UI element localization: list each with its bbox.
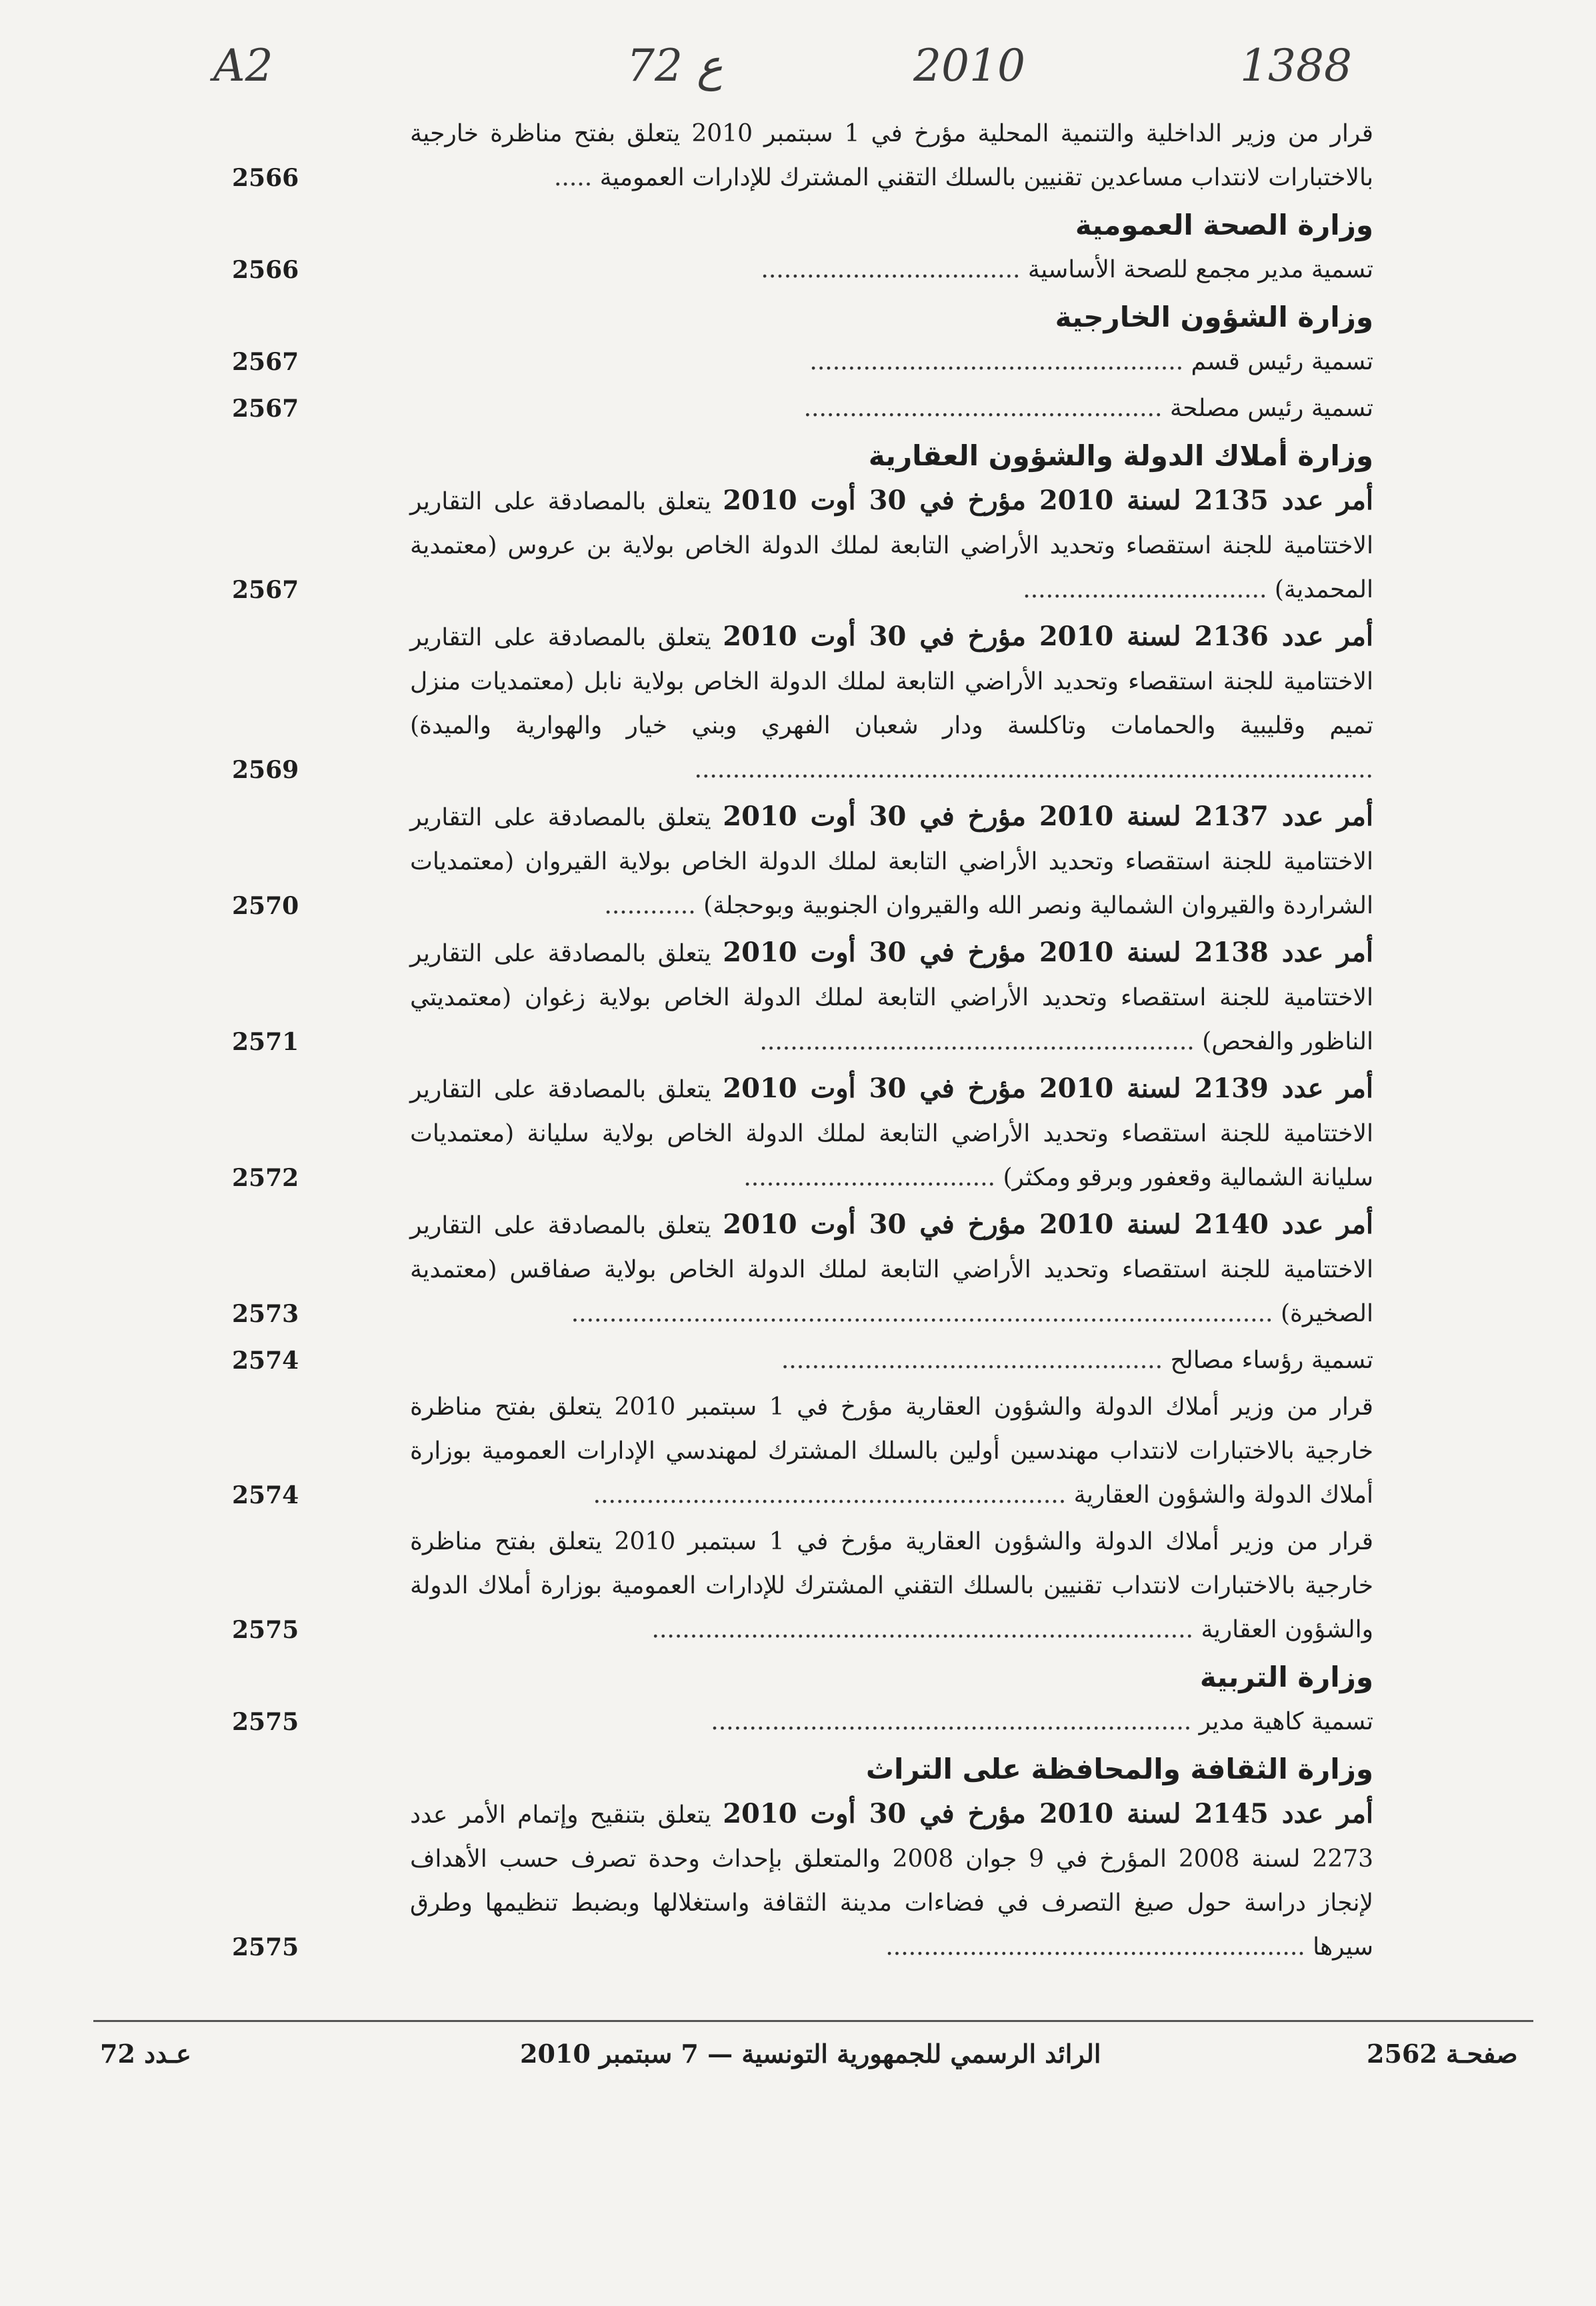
toc-entry-text-part: يتعلق بالمصادقة على التقارير الاختتامية للجنة استقصاء وتحديد الأراضي التابعة لملك الدولة الخاص بولاية صفاقس (معتمدية الصخيرة) xyxy=(410,1212,1373,1327)
toc-entry-text-part: تسمية رئيس قسم xyxy=(1191,348,1373,375)
toc-entry-page-number: 2567 xyxy=(232,395,299,423)
toc-dot-leader: ..... xyxy=(553,164,600,191)
toc-entry-text-part: مؤرخ في xyxy=(906,621,1039,652)
toc-entry-text-part: 2139 xyxy=(1194,1073,1269,1104)
toc-entry-text-part: أمر عدد xyxy=(1268,621,1374,652)
toc-entry xyxy=(227,479,1373,612)
toc-entry-text-part: يتعلق بتنقيح وإتمام الأمر عدد 2273 لسنة 2008 المؤرخ في 9 جوان 2008 والمتعلق بإحداث وحدة تصرف حسب الأهداف لإنجاز دراسة حول صيغ التصرف في فضاءات مدينة الثقافة واستغلالها وبضبط تنظيمها وطرق سيرها xyxy=(410,1801,1373,1961)
toc-entry xyxy=(227,1067,1373,1200)
toc-entry-page-number: 2571 xyxy=(232,1028,299,1056)
toc-entry-text-part: 2135 xyxy=(1194,485,1269,516)
toc-entry-text-part: أمر عدد xyxy=(1268,1798,1373,1829)
toc-entry-text xyxy=(410,1203,1373,1336)
toc-entry-text-part: 2137 xyxy=(1194,801,1269,832)
toc-entry-text xyxy=(410,1067,1373,1200)
toc-entry-text-part: أوت xyxy=(797,1209,869,1240)
toc-entry-text-part: 2010 xyxy=(723,801,797,832)
handwritten-note-number: 1388 xyxy=(1240,40,1352,91)
footer-divider xyxy=(93,2020,1533,2022)
toc-dot-leader: .................................. xyxy=(761,256,1028,283)
toc-entry xyxy=(227,1700,1373,1744)
toc-entry-text-part: تسمية رئيس مصلحة xyxy=(1169,395,1373,422)
toc-entry-text xyxy=(410,1792,1373,1969)
toc-entry-text-part: أمر عدد xyxy=(1268,801,1374,832)
toc-entry-text-part: تسمية كاهية مدير xyxy=(1199,1708,1373,1735)
toc-entry-text-part: 2010 xyxy=(723,621,797,652)
toc-dot-leader: ............................................... xyxy=(803,395,1170,422)
toc-entry-text-part: 30 xyxy=(869,1073,907,1104)
toc-dot-leader: ............................................................... xyxy=(711,1708,1199,1735)
toc-dot-leader: .................................................. xyxy=(781,1347,1171,1374)
toc-entry-text-part: تسمية مدير مجمع للصحة الأساسية xyxy=(1027,256,1373,283)
toc-entry-text-part: لسنة xyxy=(1113,1073,1195,1104)
toc-entry-text-part: 2136 xyxy=(1194,621,1269,652)
toc-entry-text-part: 30 xyxy=(869,485,907,516)
toc-entry xyxy=(227,112,1373,200)
toc-entry-text-part: لسنة xyxy=(1113,485,1195,516)
footer-page-number: صفحـة 2562 xyxy=(1367,2039,1518,2069)
toc-entry-text xyxy=(410,248,1373,292)
toc-entry-text-part: مؤرخ في xyxy=(906,801,1039,832)
toc-dot-leader: ....................................................... xyxy=(885,1933,1313,1961)
toc-entry-page-number: 2566 xyxy=(232,164,299,192)
toc-entry-text-part: 30 xyxy=(869,937,907,968)
toc-entry-page-number: 2567 xyxy=(232,348,299,376)
footer-issue-number: عـدد 72 xyxy=(100,2039,191,2069)
toc-entry xyxy=(227,931,1373,1064)
toc-entry-text xyxy=(410,340,1373,384)
toc-entry-text-part: أوت xyxy=(797,621,869,652)
toc-entry-page-number: 2575 xyxy=(232,1708,299,1736)
toc-entry-text-part: 2145 xyxy=(1194,1798,1269,1829)
toc-entry-text xyxy=(410,112,1373,200)
toc-entry-text-part: يتعلق بالمصادقة على التقارير الاختتامية للجنة استقصاء وتحديد الأراضي التابعة لملك الدولة الخاص بولاية زغوان (معتمديتي الناظور والفحص) xyxy=(410,940,1373,1055)
toc-dot-leader: ......................................................... xyxy=(759,1028,1203,1055)
toc-entry xyxy=(227,1385,1373,1517)
handwritten-note-left: A2 xyxy=(213,40,273,91)
toc-entry-text-part: أمر عدد xyxy=(1268,485,1374,516)
toc-entry-text-part: أوت xyxy=(797,937,869,968)
toc-entry-text-part: أمر عدد xyxy=(1268,1073,1374,1104)
toc-entry-text-part: 2010 xyxy=(1039,801,1114,832)
toc-entry xyxy=(227,1520,1373,1652)
toc-dot-leader: ................................................. xyxy=(809,348,1191,375)
toc-entry-text-part: لسنة xyxy=(1113,801,1195,832)
toc-entry-text-part: 2010 xyxy=(1039,485,1114,516)
toc-entry-text-part: 2010 xyxy=(723,485,797,516)
ministry-heading: وزارة الشؤون الخارجية xyxy=(1055,301,1373,333)
toc-entry-text-part: قرار من وزير أملاك الدولة والشؤون العقارية مؤرخ في 1 سبتمبر 2010 يتعلق بفتح مناظرة خارجية بالاختبارات لانتداب تقنيين بالسلك التقني المشترك للإدارات العمومية بوزارة أملاك الدولة والشؤون العقارية xyxy=(410,1528,1373,1643)
toc-entry-text-part: مؤرخ في xyxy=(906,1798,1039,1829)
toc-entry-page-number: 2566 xyxy=(232,256,299,284)
toc-entry-text-part: 2140 xyxy=(1194,1209,1269,1240)
toc-entry-text-part: 2138 xyxy=(1194,937,1269,968)
toc-entry-text xyxy=(410,1339,1373,1383)
toc-entry xyxy=(227,615,1373,792)
toc-entry-text xyxy=(410,1700,1373,1744)
toc-entry-text-part: 2010 xyxy=(723,1798,797,1829)
toc-entry xyxy=(227,248,1373,292)
toc-entry-text-part: 30 xyxy=(869,801,907,832)
toc-entry xyxy=(227,795,1373,928)
toc-entry-text-part: أوت xyxy=(797,1073,869,1104)
toc-entry-text xyxy=(410,1520,1373,1652)
toc-entry-text-part: 30 xyxy=(869,1798,907,1829)
toc-entry-text-part: أمر عدد xyxy=(1268,937,1374,968)
toc-entry-text-part: تسمية رؤساء مصالح xyxy=(1170,1347,1373,1374)
toc-entry-text-part: 2010 xyxy=(1039,1798,1114,1829)
toc-entry-text-part: أوت xyxy=(797,1798,869,1829)
toc-entry-text xyxy=(410,1385,1373,1517)
toc-entry-text-part: مؤرخ في xyxy=(906,1073,1039,1104)
toc-entry-page-number: 2574 xyxy=(232,1481,299,1509)
toc-entry-text xyxy=(410,387,1373,431)
toc-entry-text-part: 30 xyxy=(869,621,907,652)
toc-entry-page-number: 2575 xyxy=(232,1933,299,1961)
toc-entry-text-part: لسنة xyxy=(1113,621,1195,652)
ministry-heading: وزارة التربية xyxy=(1199,1661,1373,1693)
toc-entry-text-part: 2010 xyxy=(723,1073,797,1104)
toc-entry-page-number: 2573 xyxy=(232,1300,299,1328)
toc-dot-leader: ............ xyxy=(604,892,704,919)
toc-entry-text xyxy=(410,615,1373,792)
toc-dot-leader: .............................................................. xyxy=(593,1481,1074,1509)
toc-entry-text-part: يتعلق بالمصادقة على التقارير الاختتامية للجنة استقصاء وتحديد الأراضي التابعة لملك الدولة الخاص بولاية القيروان (معتمديات الشراردة والقيروان الشمالية ونصر الله والقيروان الجنوبية وبوحجلة) xyxy=(410,804,1373,919)
toc-entry-text-part: يتعلق بالمصادقة على التقارير الاختتامية للجنة استقصاء وتحديد الأراضي التابعة لملك الدولة الخاص بولاية سليانة (معتمديات سليانة الشمالية وقعفور وبرقو ومكثر) xyxy=(410,1076,1373,1191)
toc-entry-text-part: 2010 xyxy=(1039,621,1114,652)
toc-entry-text-part: يتعلق بالمصادقة على التقارير الاختتامية للجنة استقصاء وتحديد الأراضي التابعة لملك الدولة الخاص بولاية بن عروس (معتمدية المحمدية) xyxy=(410,488,1373,603)
toc-entry-text xyxy=(410,931,1373,1064)
toc-entry-text-part: مؤرخ في xyxy=(906,485,1039,516)
toc-entry-text xyxy=(410,795,1373,928)
toc-entry-text-part: أوت xyxy=(797,485,869,516)
toc-dot-leader: ......................................................................................... xyxy=(694,756,1373,783)
toc-entry-text-part: قرار من وزير الداخلية والتنمية المحلية مؤرخ في 1 سبتمبر 2010 يتعلق بفتح مناظرة خارجية بالاختبارات لانتداب مساعدين تقنيين بالسلك التقني المشترك للإدارات العمومية xyxy=(410,120,1373,191)
toc-dot-leader: ....................................................................... xyxy=(651,1616,1201,1643)
toc-entry-text-part: يتعلق بالمصادقة على التقارير الاختتامية للجنة استقصاء وتحديد الأراضي التابعة لملك الدولة الخاص بولاية نابل (معتمديات منزل تميم وقليبية والحمامات وتاكلسة ودار شعبان الفهري وبني خيار والهوارية والميدة) xyxy=(410,624,1373,739)
toc-entry-page-number: 2574 xyxy=(232,1347,299,1375)
ministry-heading: وزارة الثقافة والمحافظة على التراث xyxy=(865,1753,1373,1785)
toc-entry xyxy=(227,1792,1373,1969)
toc-entry-page-number: 2567 xyxy=(232,576,299,604)
toc-entry-text-part: أمر عدد xyxy=(1268,1209,1374,1240)
toc-entry-text-part: 2010 xyxy=(1039,1209,1114,1240)
ministry-heading: وزارة الصحة العمومية xyxy=(1075,209,1373,241)
toc-entry-text-part: أوت xyxy=(797,801,869,832)
ministry-heading: وزارة أملاك الدولة والشؤون العقارية xyxy=(868,439,1373,472)
toc-entry-text-part: مؤرخ في xyxy=(906,937,1039,968)
toc-entry-page-number: 2570 xyxy=(232,892,299,920)
table-of-contents xyxy=(227,112,1373,1972)
toc-entry-text-part: 2010 xyxy=(723,1209,797,1240)
toc-entry-text-part: مؤرخ في xyxy=(906,1209,1039,1240)
footer-journal-title: الرائد الرسمي للجمهورية التونسية — 7 سبتمبر 2010 xyxy=(520,2039,1101,2069)
toc-entry xyxy=(227,1339,1373,1383)
toc-entry-text-part: 2010 xyxy=(723,937,797,968)
toc-entry xyxy=(227,387,1373,431)
toc-dot-leader: ................................. xyxy=(743,1164,1003,1191)
toc-entry-text-part: 30 xyxy=(869,1209,907,1240)
toc-entry-text xyxy=(410,479,1373,612)
toc-entry-text-part: 2010 xyxy=(1039,937,1114,968)
handwritten-note-issue: 72 ع xyxy=(627,40,723,91)
toc-entry-text-part: لسنة xyxy=(1113,1209,1195,1240)
toc-entry xyxy=(227,340,1373,384)
toc-entry-text-part: لسنة xyxy=(1113,1798,1195,1829)
toc-entry-page-number: 2575 xyxy=(232,1616,299,1644)
toc-entry-page-number: 2569 xyxy=(232,756,299,784)
toc-entry-text-part: قرار من وزير أملاك الدولة والشؤون العقارية مؤرخ في 1 سبتمبر 2010 يتعلق بفتح مناظرة خارجية بالاختبارات لانتداب مهندسين أولين بالسلك المشترك لمهندسي الإدارات العمومية بوزارة أملاك الدولة والشؤون العقارية xyxy=(410,1393,1373,1509)
toc-dot-leader: ............................................................................................ xyxy=(571,1300,1281,1327)
handwritten-note-year: 2010 xyxy=(913,40,1025,91)
toc-dot-leader: ................................ xyxy=(1023,576,1275,603)
toc-entry xyxy=(227,1203,1373,1336)
toc-entry-text-part: 2010 xyxy=(1039,1073,1114,1104)
toc-entry-page-number: 2572 xyxy=(232,1164,299,1192)
toc-entry-text-part: لسنة xyxy=(1113,937,1195,968)
